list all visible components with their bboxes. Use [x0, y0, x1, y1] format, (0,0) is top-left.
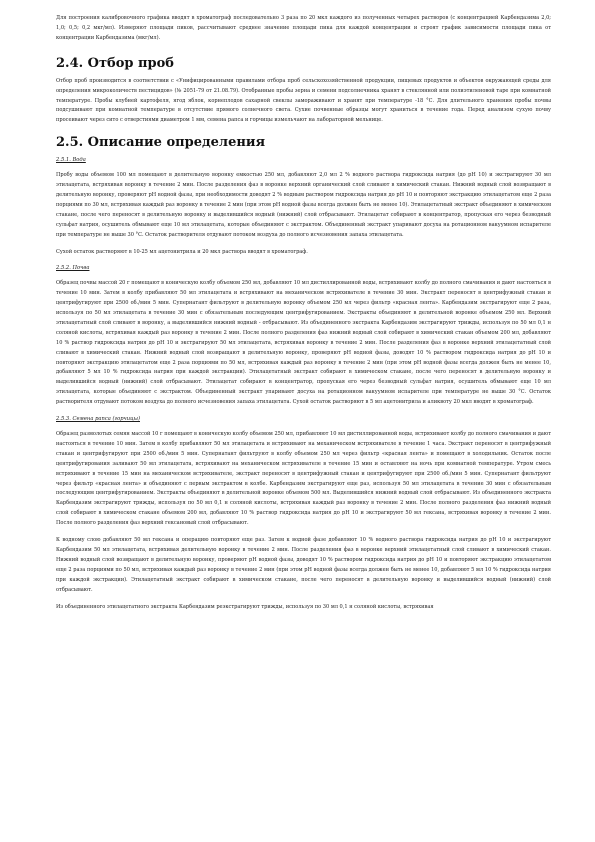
rape-paragraph-3: Из объединенного этилацетатного экстракта Карбендазим реэкстрагируют трижды, используя по 30 мл 0,1 н соляной кислоты, встряхивая [56, 603, 434, 610]
subsection-title-soil: 2.5.2. Почва [56, 265, 90, 272]
soil-paragraph-1: Образец почвы массой 20 г помещают в коническую колбу объемом 250 мл, добавляют 10 мл дистиллированной воды, встряхивают колбу до полного смачивания и дают настояться в течение 10 мин. Затем в колбу прибавляют 50 мл этилацетата и встряхивают на механическом встряхивателе в течение 30 мин. Экстракт переносят в центрифужный стакан и центрифугируют при 2500 об./мин 5 мин. Супернатант фильтруют в делительную воронку объемом 250 мл через фильтр «красная лента». Карбендазим экстрагируют еще 2 раза, используя по 50 мл этилацетата в течение 30 мин с обязательным последующим центрифугированием. Экстракты объединяют в делительной воронке объемом 250 мл. Верхний этилацетатный слой сливают в воронку, а выделившийся нижний водный - отбрасывают. Из объединенного экстракта Карбендазим экстрагируют трижды, используя по 50 мл 0,1 н соляной кислоты, встряхивая каждый раз воронку в течение 2 мин. После полного разделения фаз нижний водный слой собирают в химический стакан объемом 200 мл, добавляют 10 % раствор гидроксида натрия до pH 10 и экстрагируют 50 мл этилацетата, встряхивая воронку в течение 2 мин. После разделения фаз в воронке верхний этилацетатный слой сливают в химический стакан. Нижний водный слой возвращают в делительную воронку, проверяют pH водной фазы, доводят 10 % раствором гидроксида натрия до pH 10 и повторяют экстракцию этилацетатом еще 2 раза порциями по 50 мл, встряхивая каждый раз воронку в течение 2 мин (при этом pH водной фазы всегда должен быть не менее 10, добавляют 5 мл 10 % гидроксида натрия при каждой экстракции). Этилацетатный экстракт собирают в химическом стакане, после чего переносят в делительную воронку и выделившийся водный (нижний) слой отбрасывают. Этилацетат собирают в концентратор, пропуская его через безводный сульфат натрия, осушитель обмывают еще 10 мл этилацетата, которые объединяют с экстрактом. Объединенный экстракт упаривают досуха на ротационном вакуумном испарителе при температуре не выше 30 °С. Остаток растворителя отдувают потоком воздуха до полного исчезновения запаха этилацетата. Сухой остаток растворяют в 5 мл ацетонитрила и аликвоту 20 мкл вводят в хроматограф. [56, 280, 551, 406]
rape-paragraph-1: Образец размолотых семян массой 10 г помещают в коническую колбу объемом 250 мл, прибавляют 10 мл дистиллированной воды, встряхивают колбу до полного смачивания и дают настояться в течение 10 мин. Затем в колбу прибавляют 50 мл этилацетата и встряхивают на механическом встряхивателе в течение 1 часа. Экстракт переносят в центрифужный стакан и центрифугируют при 2500 об./мин 5 мин. Супернатант фильтруют в колбу объемом 250 мл через фильтр «красная лента» и помещают в холодильник. Остаток после центрифугирования заливают 50 мл этилацетата, встряхивают на механическом встряхивателе в течение 15 мин и оставляют на ночь при комнатной температуре. Утром смесь встряхивают в течение 15 мин на механическом встряхивателе, экстракт переносят в центрифужный стакан и центрифугируют при 2500 об./мин 5 мин. Супернатант фильтруют через фильтр «красная лента» и объединяют с первым экстрактом в колбе. Карбендазим экстрагируют еще раз, используя 50 мл этилацетата в течение 30 мин с обязательным последующим центрифугированием. Экстракты объединяют в делительной воронке объемом 500 мл. Выделившийся нижний водный слой отбрасывают. Из объединенного экстракта Карбендазим экстрагируют трижды, используя по 50 мл 0,1 н соляной кислоты, встряхивая каждый раз воронку в течение 2 мин. После полного разделения фаз нижний водный слой собирают в химическом стакане объемом 200 мл, добавляют 10 % раствор гидроксида натрия до pH 10 и экстрагируют 50 мл гексана, встряхивая воронку в течение 2 мин. После полного разделения фаз верхний гексановый слой отбрасывают. [56, 431, 551, 527]
section-heading-description: 2.5. Описание определения [56, 135, 266, 151]
sampling-paragraph: Отбор проб производится в соответствии с «Унифицированными правилами отбора проб сельскохозяйственной продукции, пищевых продуктов и объектов окружающей среды для определения микроколичеств пестицидов» (№ 2051-79 от 21.08.79). Отобранные пробы зерна и семени подсолнечника хранят в стеклянной или полиэтиленовой таре при комнатной температуре. Пробы клубней картофеля, ягод яблок, корнеплодов сахарной свеклы замораживают и хранят при температуре -18 °С. Для длительного хранения пробы почвы подсушивают при комнатной температуре в отсутствие прямого солнечного света. Сухие почвенные образцы могут храниться в течение года. Перед анализом сухую почву просеивают через сито с отверстиями диаметром 1 мм, семена рапса и горчицы измельчают на лабораторной мельнице. [56, 77, 551, 124]
section-heading-sampling: 2.4. Отбор проб [56, 55, 174, 71]
intro-paragraph: Для построения калибровочного графика вводят в хроматограф последовательно 3 раза по 20 мкл каждого из полученных четырех растворов (с концентрацией Карбендазима 2,0; 1,0; 0,5; 0,2 мкг/мл). Измеряют площади пиков, рассчитывают среднее значение площади пика для каждой концентрации и строят график зависимости площади пика от концентрации Карбендазима (мкг/мл). [56, 15, 551, 41]
subsection-title-rape-seeds: 2.5.3. Семена рапса (горчицы) [56, 416, 140, 423]
subsection-title-water: 2.5.1. Вода [56, 157, 86, 164]
rape-paragraph-2: К водному слою добавляют 50 мл гексана и операцию повторяют еще раз. Затем к водной фазе добавляют 10 % водного раствора гидроксида натрия до pH 10 и экстрагируют Карбендазим 50 мл этилацетата, встряхивая делительную воронку в течение 2 мин. После разделения фаз в воронке верхний этилацетатный слой сливают в химический стакан. Нижний водный слой возвращают в делительную воронку, проверяют pH водной фазы, доводят 10 % раствором гидроксида натрия до pH 10 и повторяют экстракцию этилацетатом еще 2 раза порциями по 50 мл, встряхивая каждый раз воронку в течение 2 мин (при этом pH водной фазы всегда должен быть не менее 10, добавляют 5 мл 10 % гидроксида натрия при каждой экстракции). Этилацетатный экстракт собирают в химическом стакане, после чего переносят в делительную воронку и выделившийся водный (нижний) слой отбрасывают. [56, 537, 551, 593]
water-paragraph-1: Пробу воды объемом 100 мл помещают в делительную воронку емкостью 250 мл, добавляют 2,0 мл 2 % водного раствора гидроксида натрия (до pH 10) и экстрагируют 30 мл этилацетата, встряхивая воронку в течение 2 мин. После разделения фаз в воронке верхний органический слой сливают в химический стакан. Нижний водный слой возвращают в делительную воронку, проверяют pH водной фазы, при необходимости доводят 2 % водным раствором гидроксида натрия до pH 10 и повторяют экстракцию этилацетатом еще 2 раза порциями по 30 мл, встряхивая каждый раз воронку в течение 2 мин (при этом pH водной фазы всегда должен быть не менее 10). Этилацетатный экстракт объединяют в химическом стакане, после чего переносят в делительную воронку и выделившийся водный (нижний) слой отбрасывают. Этилацетат собирают в концентратор, пропуская его через безводный сульфат натрия, осушитель обмывают еще 10 мл этилацетата, которые объединяют с экстрактом. Объединенный экстракт упаривают досуха на ротационном вакуумном испарителе при температуре не выше 30 °С. Остаток растворителя отдувают потоком воздуха до полного исчезновения запаха этилацетата. [56, 172, 551, 238]
water-paragraph-2: Сухой остаток растворяют в 10-25 мл ацетонитрила и 20 мкл раствора вводят в хроматограф. [56, 248, 308, 255]
